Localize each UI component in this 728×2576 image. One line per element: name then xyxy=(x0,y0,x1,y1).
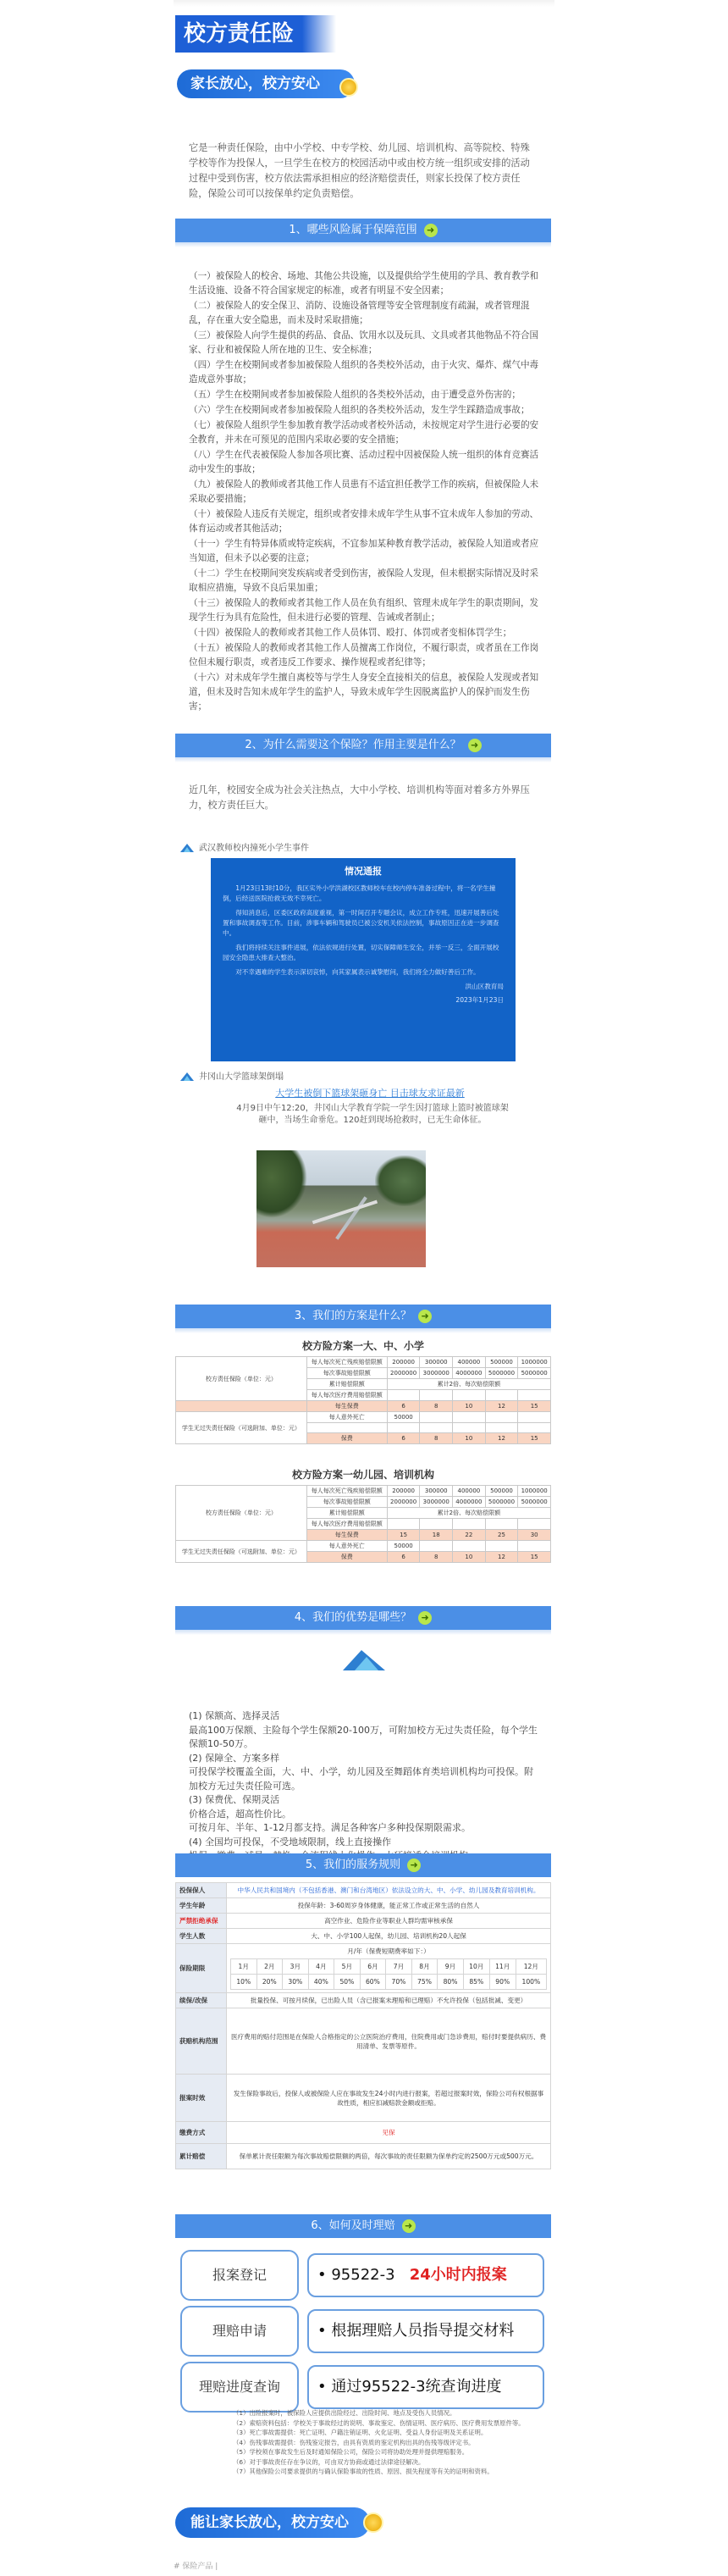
table-cell xyxy=(453,1423,486,1433)
notice-date: 2023年1月23日 xyxy=(455,996,504,1004)
table-cell xyxy=(485,1423,518,1433)
notice-paragraph: 1月23日13时10分，我区实外小学洪湖校区教师校车在校内停车准备过程中，将一名学生撞倒，后经送医院抢救无效不幸死亡。 xyxy=(223,884,496,902)
rate-cell: 30% xyxy=(283,1975,309,1990)
table-cell: 6 xyxy=(387,1433,420,1444)
arrow-right-icon: ➜ xyxy=(418,1310,432,1323)
arrow-right-icon: ➜ xyxy=(402,2219,416,2233)
news-headline-link[interactable]: 大学生被倒下篮球架砸身亡 目击球友求证最新 xyxy=(275,1088,465,1099)
risk-item: （三）被保险人向学生提供的药品、食品、饮用水以及玩具、文具或者其他物品不符合国家、行业和被保险人所在地的卫生、安全标准； xyxy=(189,330,539,355)
table-cell: 1000000 xyxy=(518,1357,551,1368)
table-cell: 5000000 xyxy=(485,1497,518,1508)
row-group-label: 学生无过失责任保险（可选附加、单位：元） xyxy=(176,1412,307,1444)
rule-label: 缴费方式 xyxy=(176,2122,227,2144)
case-label-text: 武汉教师校内撞死小学生事件 xyxy=(199,844,309,853)
section-header-5 xyxy=(175,1853,551,1877)
table-cell xyxy=(518,1390,551,1401)
advantage-item: 最高100万保额、主险每个学生保额20-100万，可附加校方无过失责任险，每个学生保额10-50万。 xyxy=(189,1724,538,1749)
risk-item: （十五）被保险人的教师或者其他工作人员擅离工作岗位，不履行职责，或者虽在工作岗位但未履行职责，或者违反工作要求、操作规程或者纪律等； xyxy=(189,643,539,668)
table-cell: 8 xyxy=(420,1433,453,1444)
table-cell xyxy=(420,1390,453,1401)
table-cell xyxy=(420,1412,453,1423)
table-cell xyxy=(518,1423,551,1433)
rule-label: 报案时效 xyxy=(176,2075,227,2122)
period-cell: 6月 xyxy=(360,1959,386,1975)
table-cell: 每生保费 xyxy=(306,1401,387,1412)
section-header-6 xyxy=(175,2214,551,2238)
table-cell: 22 xyxy=(453,1530,486,1541)
arrow-right-icon: ➜ xyxy=(407,1859,421,1872)
mountain-logo-icon xyxy=(180,844,194,852)
period-cell: 8月 xyxy=(411,1959,438,1975)
row-group-label: 校方责任保险（单位：元） xyxy=(176,1357,307,1401)
slogan-banner: 家长放心，校方安心 xyxy=(177,69,355,98)
table-cell: 15 xyxy=(518,1552,551,1563)
table-cell: 8 xyxy=(420,1552,453,1563)
period-cell: 3月 xyxy=(283,1959,309,1975)
table-cell xyxy=(453,1519,486,1530)
rule-label: 获赔机构范围 xyxy=(176,2008,227,2075)
table-cell: 5000000 xyxy=(518,1368,551,1379)
table-cell xyxy=(176,1401,307,1412)
table-cell: 400000 xyxy=(453,1486,486,1497)
advantages-list xyxy=(189,1709,538,1864)
table-cell xyxy=(387,1390,420,1401)
table-cell xyxy=(420,1541,453,1552)
arrow-right-icon: ➜ xyxy=(468,739,482,752)
table-cell: 5000000 xyxy=(518,1497,551,1508)
section-title-5: 5、我们的服务规则 xyxy=(305,1859,401,1871)
period-cell: 2月 xyxy=(256,1959,283,1975)
medal-icon xyxy=(363,2512,383,2533)
period-cell: 4月 xyxy=(308,1959,334,1975)
period-cell: 12月 xyxy=(516,1959,546,1975)
footnote: （4）伤残事故需提供：伤残鉴定报告，由具有资质的鉴定机构出具的伤残等级评定书。 xyxy=(233,2438,475,2446)
case-label-text: 井冈山大学篮球架倒塌 xyxy=(199,1072,284,1082)
service-rules-table xyxy=(175,1882,551,2169)
advantage-item: (1) 保额高、选择灵活 xyxy=(189,1710,280,1721)
intro-paragraph: 它是一种责任保险，由中小学校、中专学校、幼儿园、培训机构、高等院校、特殊学校等作为投保人，一旦学生在校方的校园活动中或由校方统一组织或安排的活动过程中受到伤害，校方依法需承担相应的经济赔偿责任，则家长投保了校方责任险，保险公司可以按保单约定负责赔偿。 xyxy=(189,142,530,199)
table-cell xyxy=(453,1541,486,1552)
basketball-court-photo xyxy=(256,1150,426,1267)
row-group-label: 学生无过失责任保险（可选附加、单位：元） xyxy=(176,1541,307,1563)
risk-item: （九）被保险人的教师或者其他工作人员患有不适宜担任教学工作的疾病，但被保险人未采取必要措施； xyxy=(189,479,539,504)
table-cell: 50000 xyxy=(387,1541,420,1552)
section-title-6: 6、如何及时理赔 xyxy=(311,2219,395,2232)
rule-value: 发生保险事故后，投保人或被保险人应在事故发生24小时内进行报案，若超过报案时效，保险公司有权根据事故性质，相应扣减赔款金额或拒赔。 xyxy=(227,2075,551,2122)
section-title-4: 4、我们的优势是哪些？ xyxy=(294,1611,412,1624)
photo-hoop xyxy=(312,1200,387,1254)
claim-instruction: 通过95522-3统查询进度 xyxy=(331,2378,502,2396)
table-cell: 5000000 xyxy=(485,1368,518,1379)
rule-label: 投保保人 xyxy=(176,1883,227,1898)
rule-value: 中华人民共和国境内（不包括香港、澳门和台湾地区）依法设立的大、中、小学、幼儿园及教育培训机构。 xyxy=(227,1883,551,1898)
section-header-3 xyxy=(175,1305,551,1328)
table-cell: 10 xyxy=(453,1552,486,1563)
mountain-logo-icon xyxy=(343,1650,385,1670)
table-cell: 15 xyxy=(518,1433,551,1444)
table-cell: 8 xyxy=(420,1401,453,1412)
risk-item: （十一）学生有特异体质或特定疾病，不宜参加某种教育教学活动，被保险人知道或者应当知道，但未予以必要的注意； xyxy=(189,539,539,563)
table-cell: 每人每次医疗费用赔偿限额 xyxy=(306,1519,387,1530)
table-cell xyxy=(518,1541,551,1552)
rule-value: 见保 xyxy=(227,2122,551,2144)
rate-cell: 75% xyxy=(411,1975,438,1990)
footnote: （6）对于事故责任存在争议的，可由双方协商或通过法律途径解决。 xyxy=(233,2457,425,2466)
risk-item: （二）被保险人的安全保卫、消防、设施设备管理等安全管理制度有疏漏，或者管理混乱，存在重大安全隐患，而未及时采取措施； xyxy=(189,301,530,325)
article-page xyxy=(174,0,554,2576)
risk-item: （一）被保险人的校舍、场地、其他公共设施，以及提供给学生使用的学具、教育教学和生活设施、设备不符合国家规定的标准，或者有明显不安全因素； xyxy=(189,271,539,296)
section-underline xyxy=(175,757,551,762)
claim-step-label: 报案登记 xyxy=(180,2250,299,2301)
table-cell xyxy=(453,1412,486,1423)
period-cell: 9月 xyxy=(438,1959,464,1975)
case-label-1 xyxy=(180,840,309,853)
photo-tree xyxy=(256,1150,307,1218)
table-cell xyxy=(485,1519,518,1530)
advantage-item: 可投保学校覆盖全面，大、中、小学，幼儿园及至舞蹈体育类培训机构均可投保。附加校方无过失责任险可选。 xyxy=(189,1766,533,1792)
footnote: （5）学校须在事故发生后及时通知保险公司，保险公司将协助处理并提供理赔服务。 xyxy=(233,2448,469,2456)
advantage-item: (4) 全国均可投保，不受地域限制，线上直接操作 xyxy=(189,1836,392,1848)
claim-hotline: 95522-3 xyxy=(331,2266,395,2284)
case-label-2 xyxy=(180,1069,284,1082)
claim-highlight: 24小时内报案 xyxy=(409,2266,507,2284)
plan-table-1 xyxy=(175,1335,551,1444)
table-cell: 每人每次医疗费用赔偿限额 xyxy=(306,1390,387,1401)
table-cell: 每人意外死亡 xyxy=(306,1412,387,1423)
table-cell xyxy=(485,1412,518,1423)
section-header-1 xyxy=(175,219,551,242)
incident-notice xyxy=(211,858,516,1061)
table-cell: 4000000 xyxy=(453,1497,486,1508)
rule-label: 学生人数 xyxy=(176,1929,227,1944)
rule-value: 保单累计责任限额为每次事故赔偿限额的两倍，每次事故的责任限额为保单约定的2500万元或500万元。 xyxy=(227,2144,551,2169)
table-cell xyxy=(485,1390,518,1401)
page-title: 校方责任险 xyxy=(175,15,302,53)
risk-item: （八）学生在代表被保险人参加各项比赛、活动过程中因被保险人统一组织的体育竞赛活动中发生的事故； xyxy=(189,450,539,474)
table-cell: 10 xyxy=(453,1401,486,1412)
period-cell: 11月 xyxy=(489,1959,516,1975)
rule-value xyxy=(227,1944,551,1993)
section-underline xyxy=(175,1328,551,1333)
table-cell: 1000000 xyxy=(518,1486,551,1497)
table-cell: 保费 xyxy=(306,1552,387,1563)
product-tag-link[interactable]: # 保险产品 | xyxy=(174,2562,218,2571)
table-cell: 500000 xyxy=(485,1486,518,1497)
section-title-3: 3、我们的方案是什么？ xyxy=(294,1310,412,1322)
top-edge xyxy=(174,0,554,7)
table-cell xyxy=(518,1412,551,1423)
claim-step-label: 理赔进度查询 xyxy=(180,2362,299,2413)
table-cell: 12 xyxy=(485,1433,518,1444)
period-cell: 7月 xyxy=(386,1959,412,1975)
rate-cell: 100% xyxy=(516,1975,546,1990)
table-cell: 30 xyxy=(518,1530,551,1541)
table-cell: 300000 xyxy=(420,1357,453,1368)
table-cell xyxy=(420,1519,453,1530)
risk-item: （十）被保险人违反有关规定，组织或者安排未成年学生从事不宜未成年人参加的劳动、体育运动或者其他活动； xyxy=(189,509,539,534)
table-cell: 每人每次死亡残疾赔偿限额 xyxy=(306,1357,387,1368)
table-cell: 累计2倍、每次赔偿限额 xyxy=(387,1379,550,1390)
section-underline xyxy=(175,242,551,247)
risk-item: （十六）对未成年学生擅自离校等与学生人身安全直接相关的信息，被保险人发现或者知道，但未及时告知未成年学生的监护人，导致未成年学生因脱离监护人的保护而发生伤害； xyxy=(189,673,539,712)
advantage-item: 可按月年、半年、1-12月都支持。满足各种客户多种投保期限需求。 xyxy=(189,1822,471,1833)
notice-paragraph: 对不幸遇难的学生表示深切哀悼，向其家属表示诚挚慰问，我们将全力做好善后工作。 xyxy=(235,968,480,976)
advantage-item: 价格合适，超高性价比。 xyxy=(189,1808,291,1820)
row-group-label: 校方责任保险（单位：元） xyxy=(176,1486,307,1541)
rate-cell: 20% xyxy=(256,1975,283,1990)
plan-table-title: 校方险方案一大、中、小学 xyxy=(301,1340,424,1352)
table-cell: 保费 xyxy=(306,1433,387,1444)
medal-icon xyxy=(339,78,358,97)
claim-step-detail: • 通过95522-3统查询进度 xyxy=(307,2365,544,2409)
risk-item: （十四）被保险人的教师或者其他工作人员体罚、殴打、体罚或者变相体罚学生； xyxy=(189,628,512,638)
title-accent xyxy=(302,15,336,53)
table-cell: 每次事故赔偿限额 xyxy=(306,1368,387,1379)
section-title-2: 2、为什么需要这个保险？作用主要是什么？ xyxy=(245,739,461,751)
plan-table-2 xyxy=(175,1464,551,1563)
table-cell: 400000 xyxy=(453,1357,486,1368)
table-cell: 18 xyxy=(420,1530,453,1541)
plan-table-title: 校方险方案一幼儿园、培训机构 xyxy=(291,1469,434,1481)
rule-label: 续保/改保 xyxy=(176,1993,227,2008)
table-cell: 12 xyxy=(485,1401,518,1412)
rule-label: 严禁拒绝承保 xyxy=(176,1914,227,1929)
rate-cell: 50% xyxy=(334,1975,361,1990)
risk-item: （十三）被保险人的教师或者其他工作人员在负有组织、管理未成年学生的职责期间，发现学生行为具有危险性，但未进行必要的管理、告诫或者制止； xyxy=(189,598,539,623)
rule-value: 批量投保、可按月续保，已出险人员（含已报案未理赔和已理赔）不允许投保（包括批减、变更） xyxy=(227,1993,551,2008)
footnote: （2）索赔资料包括：学校关于事故经过的说明、事故鉴定、伤情证明、医疗病历、医疗费用发票原件等。 xyxy=(233,2418,525,2427)
table-cell: 累计2倍、每次赔偿限额 xyxy=(387,1508,550,1519)
rate-cell: 80% xyxy=(438,1975,464,1990)
claim-step-progress[interactable] xyxy=(180,2362,544,2413)
table-cell: 6 xyxy=(387,1401,420,1412)
period-caption: 月/年（保费短期费率如下：） xyxy=(347,1947,430,1955)
table-cell xyxy=(485,1541,518,1552)
claim-step-detail: • 根据理赔人员指导提交材料 xyxy=(307,2309,544,2353)
table-cell: 10 xyxy=(453,1433,486,1444)
table-cell: 12 xyxy=(485,1552,518,1563)
claim-step-detail: • 95522-3 24小时内报案 xyxy=(307,2253,544,2297)
table-cell: 200000 xyxy=(387,1357,420,1368)
footer-slogan: 能让家长放心，校方安心 xyxy=(175,2507,370,2538)
table-cell: 每生保费 xyxy=(306,1530,387,1541)
arrow-right-icon: ➜ xyxy=(418,1611,432,1625)
table-cell: 累计赔偿限额 xyxy=(306,1508,387,1519)
table-cell: 2000000 xyxy=(387,1497,420,1508)
notice-title: 情况通报 xyxy=(345,866,382,877)
table-cell: 每人意外死亡 xyxy=(306,1541,387,1552)
rule-value: 医疗费用的赔付范围是在保险人合格指定的公立医院治疗费用，住院费用或门急诊费用，赔付时要提供病历、费用清单、发票等原件。 xyxy=(227,2008,551,2075)
risk-list xyxy=(189,269,539,715)
rate-cell: 85% xyxy=(463,1975,489,1990)
rule-label: 学生年龄 xyxy=(176,1898,227,1914)
claim-step-label: 理赔申请 xyxy=(180,2306,299,2357)
table-cell: 3000000 xyxy=(420,1497,453,1508)
footnote: （3）死亡事故需提供：死亡证明、户籍注销证明、火化证明、受益人身份证明及关系证明。 xyxy=(233,2429,488,2436)
table-cell xyxy=(518,1519,551,1530)
notice-paragraph: 得知消息后，区委区政府高度重视，第一时间召开专题会议，成立工作专班，迅速开展善后处置和事故调查等工作。目前，涉事车辆和驾驶员已被公安机关依法控制，事故原因正在进一步调查中。 xyxy=(223,909,499,937)
claim-step-report[interactable] xyxy=(180,2250,544,2301)
table-cell: 500000 xyxy=(485,1357,518,1368)
table-cell: 50000 xyxy=(387,1412,420,1423)
table-cell: 15 xyxy=(518,1401,551,1412)
rule-value: 投保年龄：3-60周岁身体健康，能正常工作或正常生活的自然人 xyxy=(227,1898,551,1914)
news-body: 4月9日中午12:20，井冈山大学教育学院一学生因打篮球上篮时被篮球架砸中，当场生命垂危。120赶到现场抢救时，已无生命体征。 xyxy=(236,1104,509,1125)
rule-label: 保险期限 xyxy=(176,1944,227,1993)
period-cell: 1月 xyxy=(231,1959,257,1975)
table-cell xyxy=(306,1423,387,1433)
risk-item: （七）被保险人组织学生参加教育教学活动或者校外活动，未按规定对学生进行必要的安全教育，并未在可预见的范围内采取必要的安全措施； xyxy=(189,420,539,445)
rate-cell: 60% xyxy=(360,1975,386,1990)
photo-tree xyxy=(375,1155,426,1206)
footnote: （1）出险报案时，被保险人应提供出险经过、出险时间、地点及受伤人员情况。 xyxy=(233,2409,456,2417)
table-cell xyxy=(420,1423,453,1433)
table-cell: 300000 xyxy=(420,1486,453,1497)
notice-paragraph: 我们将持续关注事件进展，依法依规进行处置，切实保障师生安全，并举一反三，全面开展校园安全隐患大排查大整治。 xyxy=(223,944,499,961)
short-term-rate-table xyxy=(230,1958,547,1990)
section-header-4 xyxy=(175,1606,551,1630)
table-cell: 2000000 xyxy=(387,1368,420,1379)
risk-item: （四）学生在校期间或者参加被保险人组织的各类校外活动，由于火灾、爆炸、煤气中毒造成意外事故； xyxy=(189,360,539,385)
section-header-2 xyxy=(175,734,551,757)
table-cell: 累计赔偿限额 xyxy=(306,1379,387,1390)
table-cell: 3000000 xyxy=(420,1368,453,1379)
rule-label: 累计赔偿 xyxy=(176,2144,227,2169)
section-title-1: 1、哪些风险属于保障范围 xyxy=(289,224,417,236)
period-cell: 5月 xyxy=(334,1959,361,1975)
section-underline xyxy=(175,1630,551,1635)
mountain-logo-icon xyxy=(180,1072,194,1081)
risk-item: （五）学生在校期间或者参加被保险人组织的各类校外活动，由于遭受意外伤害的； xyxy=(189,390,521,400)
risk-item: （六）学生在校期间或者参加被保险人组织的各类校外活动，发生学生踩踏造成事故； xyxy=(189,405,530,415)
claim-footnotes xyxy=(233,2408,546,2477)
arrow-right-icon: ➜ xyxy=(424,224,438,237)
claim-step-apply[interactable] xyxy=(180,2306,544,2357)
rule-value: 大、中、小学100人起保，幼儿园、培训机构20人起保 xyxy=(227,1929,551,1944)
period-cell: 10月 xyxy=(463,1959,489,1975)
rule-value: 高空作业、危险作业等职业人群均需审核承保 xyxy=(227,1914,551,1929)
table-cell: 25 xyxy=(485,1530,518,1541)
notice-signature: 洪山区教育局 xyxy=(465,983,504,990)
rate-cell: 90% xyxy=(489,1975,516,1990)
rate-cell: 40% xyxy=(308,1975,334,1990)
table-cell: 每人每次死亡残疾赔偿限额 xyxy=(306,1486,387,1497)
table-cell xyxy=(453,1390,486,1401)
table-cell xyxy=(387,1423,420,1433)
advantage-item: (3) 保费优、保期灵活 xyxy=(189,1794,280,1805)
table-cell: 4000000 xyxy=(453,1368,486,1379)
table-cell xyxy=(387,1519,420,1530)
table-cell: 每次事故赔偿限额 xyxy=(306,1497,387,1508)
table-cell: 15 xyxy=(387,1530,420,1541)
table-cell: 6 xyxy=(387,1552,420,1563)
risk-item: （十二）学生在校期间突发疾病或者受到伤害，被保险人发现，但未根据实际情况及时采取相应措施，导致不良后果加重； xyxy=(189,568,539,593)
footnote: （7）其他保险公司要求提供的与确认保险事故的性质、原因、损失程度等有关的证明和资料。 xyxy=(233,2468,494,2475)
advantage-item: (2) 保障全、方案多样 xyxy=(189,1752,280,1764)
why-paragraph: 近几年，校园安全成为社会关注热点，大中小学校、培训机构等面对着多方外界压力，校方责任巨大。 xyxy=(189,784,530,811)
rate-cell: 70% xyxy=(386,1975,412,1990)
claim-instruction: 根据理赔人员指导提交材料 xyxy=(331,2322,515,2340)
rate-cell: 10% xyxy=(231,1975,257,1990)
table-cell: 200000 xyxy=(387,1486,420,1497)
